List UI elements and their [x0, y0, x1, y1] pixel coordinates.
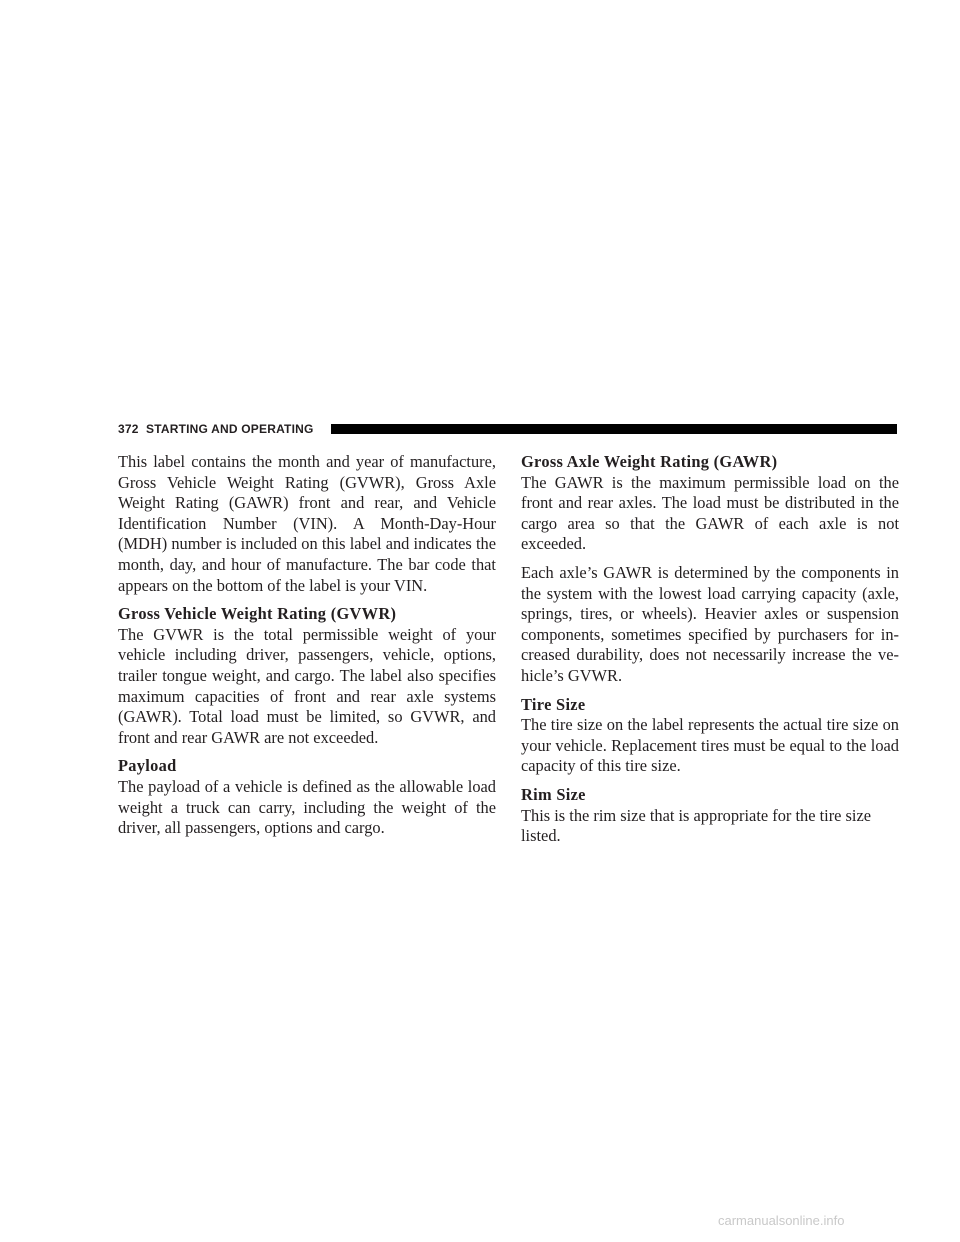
gawr-paragraph-2: Each axle’s GAWR is determined by the components in the system with the lowest load carrying capacity (axle, springs, tires, or wheels). Heavier axles or suspension components, sometimes specified by purchasers for increased durability, does not necessarily increase the vehicle’s GVWR. [521, 562, 899, 685]
intro-paragraph: This label contains the month and year of manufacture, Gross Vehicle Weight Rating (GVWR), Gross Axle Weight Rating (GAWR) front and rear, and Vehicle Identification Number (VIN). A Month-Day-Hour (MDH) number is included on this label and indicates the month, day, and hour of manufacture. The bar code that appears on the bottom of the label is your VIN. [118, 452, 496, 595]
page-header [118, 420, 897, 440]
payload-heading: Payload [118, 756, 177, 776]
gawr-paragraph: The GAWR is the maximum permissible load on the front and rear axles. The load must be distributed in the cargo area so that the GAWR of each axle is not exceeded. [521, 472, 899, 554]
tire-size-paragraph: The tire size on the label represents the actual tire size on your vehicle. Replacement tires must be equal to the load capacity of this tire size. [521, 715, 899, 776]
gvwr-paragraph: The GVWR is the total permissible weight of your vehicle including driver, passengers, vehicle, options, trailer tongue weight, and cargo. The label also specifies maximum capacities of front and rear axle systems (GAWR). Total load must be limited, so GVWR, and front and rear GAWR are not exceeded. [118, 624, 496, 747]
right-column [521, 452, 899, 855]
rim-size-paragraph: This is the rim size that is appropriate for the tire size listed. [521, 805, 872, 846]
gawr-heading: Gross Axle Weight Rating (GAWR) [521, 452, 778, 471]
tire-size-heading: Tire Size [521, 694, 586, 714]
gvwr-heading: Gross Vehicle Weight Rating (GVWR) [118, 604, 397, 624]
page-number: 372 [118, 422, 139, 436]
rim-size-heading: Rim Size [521, 784, 586, 804]
section-title: STARTING AND OPERATING [146, 422, 314, 436]
watermark: carmanualsonline.info [718, 1213, 845, 1228]
left-column [118, 452, 496, 847]
payload-paragraph: The payload of a vehicle is defined as the allowable load weight a truck can carry, including the weight of the driver, all passengers, options and cargo. [118, 776, 496, 838]
header-rule [331, 424, 897, 434]
